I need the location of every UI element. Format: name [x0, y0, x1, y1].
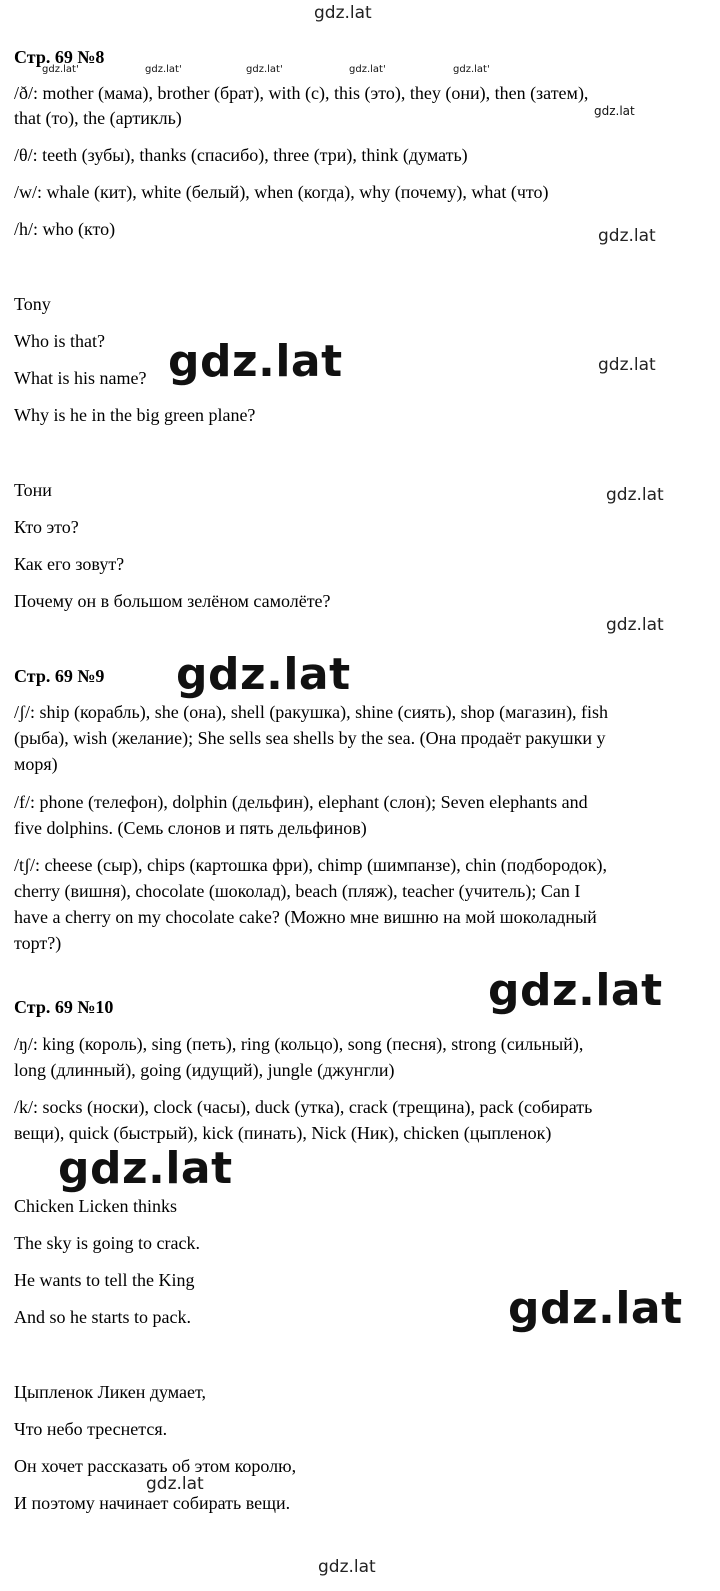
text-line: вещи), quick (быстрый), kick (пинать), Nick (Ник), chicken (цыпленок)	[14, 1123, 552, 1143]
poem-ru-line: Он хочет рассказать об этом королю,	[14, 1456, 297, 1476]
poem-en-line: Why is he in the big green plane?	[14, 405, 256, 425]
poem-ru-line: Кто это?	[14, 517, 79, 537]
poem-ru-line: И поэтому начинает собирать вещи.	[14, 1493, 291, 1513]
watermark: gdz.lat'	[246, 64, 283, 75]
watermark: gdz.lat'	[349, 64, 386, 75]
poem-en-line: Chicken Licken thinks	[14, 1196, 177, 1216]
poem-en-line: And so he starts to pack.	[14, 1307, 191, 1327]
text-line: /ŋ/: king (король), sing (петь), ring (кольцо), song (песня), strong (сильный),	[14, 1034, 584, 1054]
watermark: gdz.lat	[488, 965, 663, 1016]
text-line: (рыба), wish (желание); She sells sea shells by the sea. (Она продаёт ракушки у	[14, 728, 606, 748]
section-8-heading: Стр. 69 №8	[14, 47, 105, 67]
text-line: /ð/: mother (мама), brother (брат), with (с), this (это), they (они), then (затем),	[14, 83, 589, 103]
text-line: /ʃ/: ship (корабль), she (она), shell (ракушка), shine (сиять), shop (магазин), fish	[14, 702, 609, 722]
watermark: gdz.lat'	[145, 64, 182, 75]
watermark: gdz.lat	[176, 649, 351, 700]
watermark: gdz.lat	[606, 485, 664, 505]
poem-ru-line: Что небо треснется.	[14, 1419, 168, 1439]
watermark: gdz.lat	[598, 355, 656, 375]
text-line: /f/: phone (телефон), dolphin (дельфин), elephant (слон); Seven elephants and	[14, 792, 588, 812]
text-line: cherry (вишня), chocolate (шоколад), beach (пляж), teacher (учитель); Can I	[14, 881, 581, 901]
section-9-heading: Стр. 69 №9	[14, 666, 105, 686]
text-line: that (то), the (артикль)	[14, 108, 182, 128]
poem-en-line: He wants to tell the King	[14, 1270, 195, 1290]
poem-en-line: Who is that?	[14, 331, 105, 351]
watermark: gdz.lat	[594, 104, 635, 118]
poem-ru-line: Как его зовут?	[14, 554, 125, 574]
text-line: long (длинный), going (идущий), jungle (джунгли)	[14, 1060, 395, 1080]
text-line: /k/: socks (носки), clock (часы), duck (утка), crack (трещина), pack (собирать	[14, 1097, 593, 1117]
text-line: /h/: who (кто)	[14, 219, 116, 239]
text-line: have a cherry on my chocolate cake? (Можно мне вишню на мой шоколадный	[14, 907, 597, 927]
watermark: gdz.lat	[318, 1557, 376, 1577]
text-line: моря)	[14, 754, 58, 774]
text-line: /w/: whale (кит), white (белый), when (когда), why (почему), what (что)	[14, 182, 549, 202]
section-10-heading: Стр. 69 №10	[14, 997, 114, 1017]
watermark: gdz.lat	[314, 3, 372, 23]
poem-en-line: Tony	[14, 294, 51, 314]
poem-en-line: The sky is going to crack.	[14, 1233, 200, 1253]
watermark: gdz.lat	[58, 1143, 233, 1194]
text-line: five dolphins. (Семь слонов и пять дельфинов)	[14, 818, 367, 838]
watermark: gdz.lat	[168, 336, 343, 387]
poem-en-line: What is his name?	[14, 368, 147, 388]
watermark: gdz.lat'	[453, 64, 490, 75]
text-line: торт?)	[14, 933, 62, 953]
poem-ru-line: Тони	[14, 480, 52, 500]
watermark: gdz.lat	[606, 615, 664, 635]
watermark: gdz.lat	[598, 226, 656, 246]
text-line: /tʃ/: cheese (сыр), chips (картошка фри), chimp (шимпанзе), chin (подбородок),	[14, 855, 607, 875]
watermark: gdz.lat	[508, 1283, 683, 1334]
poem-ru-line: Цыпленок Ликен думает,	[14, 1382, 207, 1402]
watermark: gdz.lat	[146, 1474, 204, 1494]
watermark: gdz.lat'	[42, 64, 79, 75]
text-line: /θ/: teeth (зубы), thanks (спасибо), three (три), think (думать)	[14, 145, 468, 165]
poem-ru-line: Почему он в большом зелёном самолёте?	[14, 591, 331, 611]
